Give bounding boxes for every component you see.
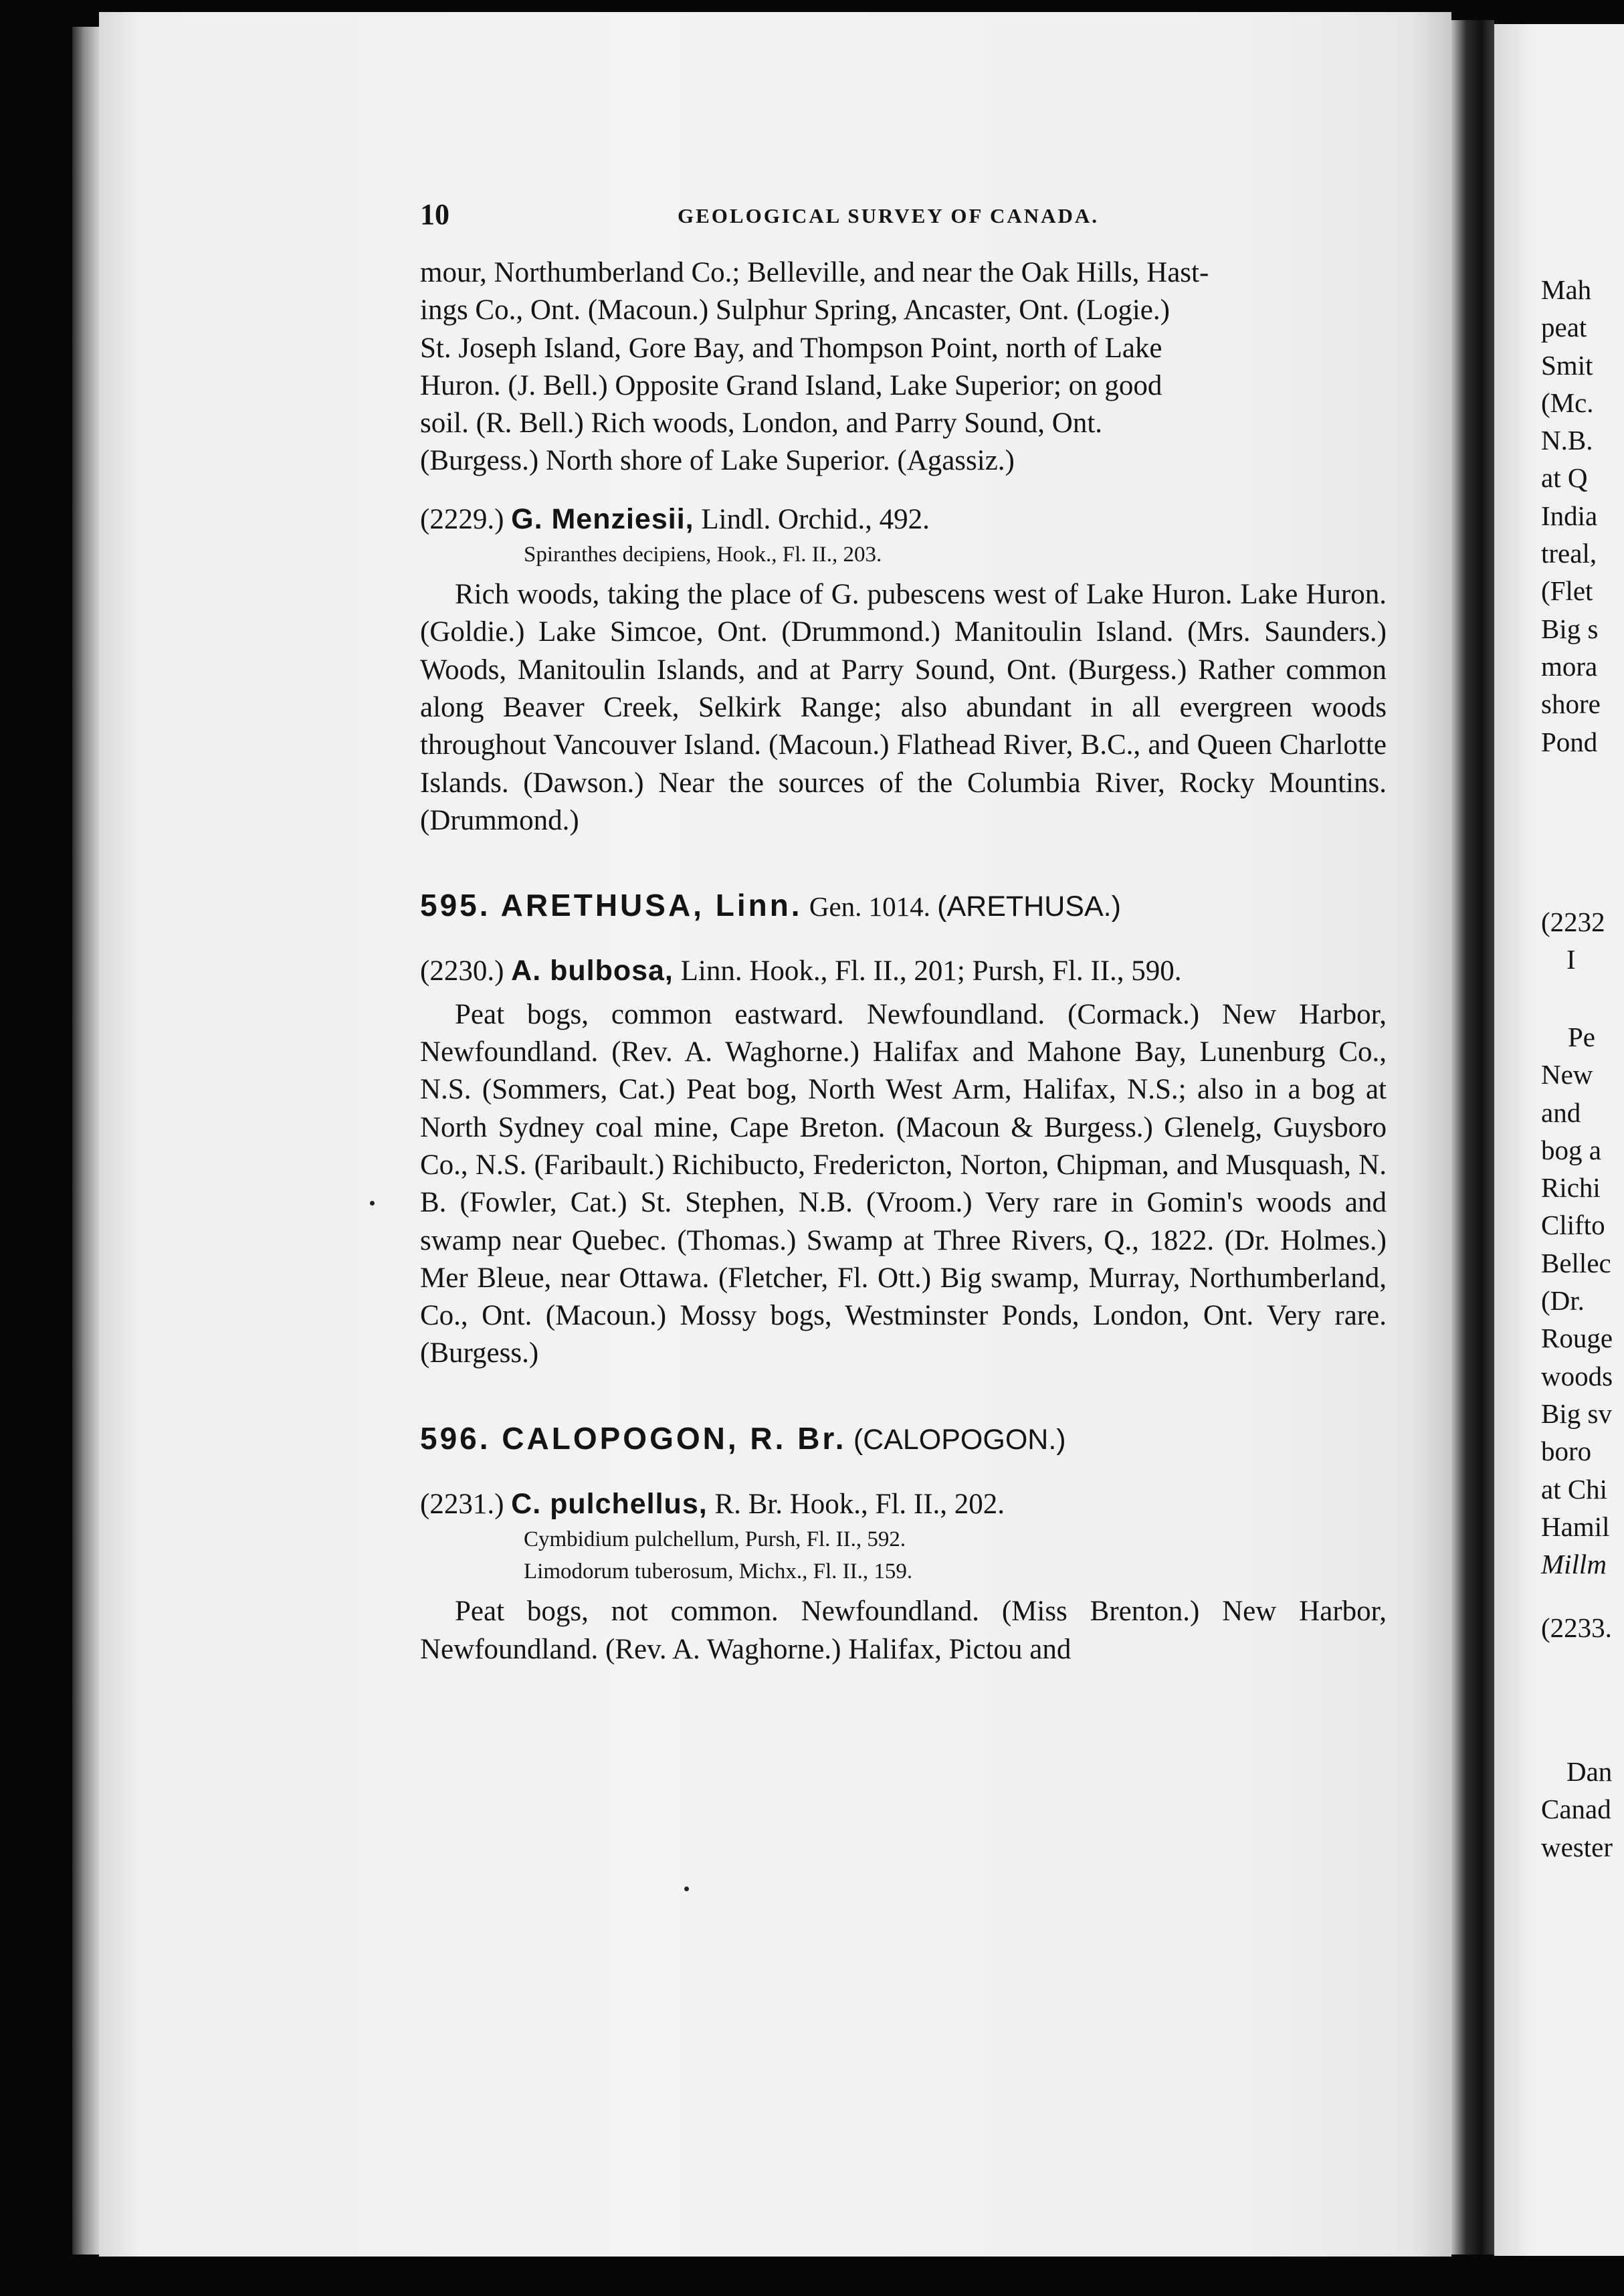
entry-2230-heading [420,952,1387,990]
intro-paragraph [420,254,1387,480]
species-name: A. bulbosa, [511,955,674,987]
fragment-line: at Chi [1541,1473,1608,1505]
text-line: soil. (R. Bell.) Rich woods, London, and Parry Sound, Ont. [420,407,1103,440]
fragment-line: woods [1541,1360,1613,1392]
genus-common-name: (CALOPOGON.) [853,1423,1066,1456]
synonym: Cymbidium pulchellum, Pursh, Fl. II., 592. [524,1527,906,1552]
fragment-line: Hamil [1541,1511,1610,1542]
text-line: ings Co., Ont. (Macoun.) Sulphur Spring, Ancaster, Ont. (Logie.) [420,294,1170,326]
genus-citation: Gen. 1014. [809,891,930,923]
fragment-line: bog a [1541,1134,1601,1165]
fragment-line: Mah [1541,274,1592,305]
citation: Lindl. Orchid., 492. [701,503,930,535]
citation: R. Br. Hook., Fl. II., 202. [714,1489,1005,1521]
page-number: 10 [420,198,449,231]
facing-page-fragment-d [1541,1609,1624,1646]
fragment-line: at Q [1541,462,1588,494]
fragment-line: Big s [1541,613,1599,644]
synonym: Limodorum tuberosum, Michx., Fl. II., 159. [524,1559,913,1584]
fragment-line: Big sv [1541,1398,1612,1429]
text-line: St. Joseph Island, Gore Bay, and Thompson Point, north of Lake [420,332,1162,364]
entry-number: (2229.) [420,503,504,535]
genus-name: 595. ARETHUSA, Linn. [420,888,803,923]
fragment-line: Bellec [1541,1247,1611,1278]
stray-mark [370,1201,375,1206]
fragment-line: Smit [1541,349,1593,381]
synonym: Spiranthes decipiens, Hook., Fl. II., 203. [524,543,882,567]
running-head: GEOLOGICAL SURVEY OF CANADA. [678,204,1100,227]
stray-mark [684,1887,689,1891]
fragment-line: (2232 [1541,906,1605,937]
facing-page-fragment-a [1541,271,1624,761]
entry-2229-heading [420,500,1387,539]
body-text [420,254,1387,1668]
fragment-line: shore [1541,688,1601,720]
entry-2231-text: Peat bogs, not common. Newfoundland. (Miss Brenton.) New Harbor, Newfoundland. (Rev. A. Waghorne.) Halifax, Pictou and [420,1596,1387,1665]
text-line: mour, Northumberland Co.; Belleville, and near the Oak Hills, Hast- [420,257,1209,288]
fragment-line: mora [1541,650,1598,682]
entry-number: (2231.) [420,1489,504,1521]
species-name: C. pulchellus, [511,1488,708,1521]
facing-page-fragment-c [1541,1018,1624,1583]
fragment-line: Richi [1541,1172,1601,1204]
facing-page-fragment-e [1541,1753,1624,1866]
fragment-line: wester [1541,1831,1613,1862]
page-header [420,197,1387,237]
fragment-line: New [1541,1059,1593,1090]
fragment-line: Rouge [1541,1323,1613,1354]
book-left-edge [72,27,99,2255]
fragment-line: Pe [1568,1022,1595,1052]
fragment-line: India [1541,500,1598,531]
fragment-line: Dan [1566,1756,1613,1787]
fragment-line: Millm [1541,1549,1607,1580]
fragment-line: Clifto [1541,1210,1605,1241]
fragment-line: peat [1541,312,1587,343]
genus-name: 596. CALOPOGON, R. Br. [420,1420,847,1456]
genus-common-name: (ARETHUSA.) [937,890,1121,923]
fragment-line: I [1566,944,1576,975]
text-line: (Burgess.) North shore of Lake Superior. (Agassiz.) [420,445,1015,477]
genus-596-heading [420,1420,1387,1458]
genus-595-heading [420,886,1387,925]
facing-page-fragment-b [1541,903,1624,979]
species-name: G. Menziesii, [511,502,694,535]
fragment-line: (Dr. [1541,1285,1585,1317]
entry-number: (2230.) [420,955,504,987]
fragment-line: Canad [1541,1794,1611,1825]
citation: Linn. Hook., Fl. II., 201; Pursh, Fl. II., 590. [680,955,1182,987]
book-gutter [1451,20,1494,2255]
fragment-line: boro [1541,1436,1592,1467]
fragment-line: (2233. [1541,1612,1612,1643]
entry-2229-text: Rich woods, taking the place of G. pubescens west of Lake Huron. Lake Huron. (Goldie.) Lake Simcoe, Ont. (Drummond.) Manitoulin Island. (Mrs. Saunders.) Woods, Manitoulin Islands, and at Parry Sound, Ont. (Burgess.) Rather common along Beaver Creek, Selkirk Range; also abundant in all evergreen woods throughout Vancouver Island. (Macoun.) Flathead River, B.C., and Queen Charlotte Islands. (Dawson.) Near the sources of the Columbia River, Rocky Mountins. (Drummond.) [420,579,1387,836]
entry-2230-text: Peat bogs, common eastward. Newfoundland. (Cormack.) New Harbor, Newfoundland. (Rev. A. Waghorne.) Halifax and Mahone Bay, Lunenburg Co., N.S. (Sommers, Cat.) Peat bog, North West Arm, Halifax, N.S.; also in a bog at North Sydney coal mine, Cape Breton. (Macoun & Burgess.) Glenelg, Guysboro Co., N.S. (Faribault.) Richibucto, Fredericton, Norton, Chipman, and Musquash, N. B. (Fowler, Cat.) St. Stephen, N.B. (Vroom.) Very rare in Gomin's woods and swamp near Quebec. (Thomas.) Swamp at Three Rivers, Q., 1822. (Dr. Holmes.) Mer Bleue, near Ottawa. (Fletcher, Fl. Ott.) Big swamp, Murray, Northumberland, Co., Ont. (Macoun.) Mossy bogs, Westminster Ponds, London, Ont. Very rare. (Burgess.) [420,998,1387,1369]
fragment-line: N.B. [1541,425,1593,456]
fragment-line: and [1541,1096,1581,1128]
text-line: Huron. (J. Bell.) Opposite Grand Island, Lake Superior; on good [420,369,1162,401]
fragment-line: (Mc. [1541,387,1594,418]
entry-2231-heading [420,1485,1387,1523]
fragment-line: treal, [1541,538,1597,569]
fragment-line: Pond [1541,726,1598,757]
fragment-line: (Flet [1541,575,1593,607]
